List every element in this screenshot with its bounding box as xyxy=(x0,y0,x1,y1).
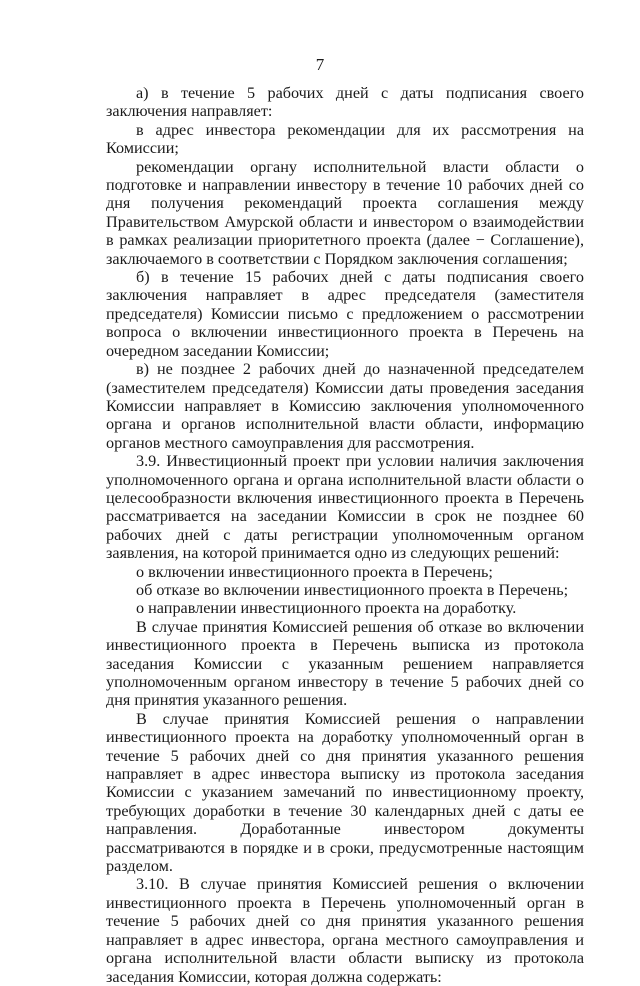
paragraph-refusal-case: В случае принятия Комиссией решения об отказе во включении инвестиционного проекта в Перечень выписка из протокола заседания Комиссии с указанным решением направляется уполномоченным органом инвестору в течение 5 рабочих дней со дня принятия указанного решения. xyxy=(106,617,584,710)
paragraph-3-9: 3.9. Инвестиционный проект при условии наличия заключения уполномоченного органа и органа исполнительной власти области о целесообразности включения инвестиционного проекта в Перечень рассматривается на заседании Комиссии в срок не позднее 60 рабочих дней с даты регистрации уполномоченным органом заявления, на которой принимается одно из следующих решений: xyxy=(106,452,584,563)
paragraph-3-10: 3.10. В случае принятия Комиссией решения о включении инвестиционного проекта в Перечень уполномоченный орган в течение 5 рабочих дней со дня принятия указанного решения направляет в адрес инвестора, органа местного самоуправления и органа исполнительной власти области выписку из протокола заседания Комиссии, которая должна содержать: xyxy=(106,875,584,986)
decision-revise: о направлении инвестиционного проекта на доработку. xyxy=(136,599,517,618)
paragraph-recommendations-authority: рекомендации органу исполнительной власти области о подготовке и направлении инвестору в течение 10 рабочих дней со дня получения рекомендаций проекта соглашения между Правительством Амурской области и инвестором о взаимодействии в рамках реализации приоритетного проекта (далее − Соглашение), заключаемого в соответствии с Порядком заключения соглашения; xyxy=(106,157,584,268)
paragraph-recommendations-investor: в адрес инвестора рекомендации для их рассмотрения на Комиссии; xyxy=(106,120,584,158)
paragraph-revision-case: В случае принятия Комиссией решения о направлении инвестиционного проекта на доработку уполномоченный орган в течение 5 рабочих дней со дня принятия указанного решения направляет в адрес инвестора выписку из протокола заседания Комиссии с указанием замечаний по инвестиционному проекту, требующих доработки в течение 30 календарных дней с даты ее направления. Доработанные инвестором документы рассматриваются в порядке и в сроки, предусмотренные настоящим разделом. xyxy=(106,709,584,876)
decision-refuse: об отказе во включении инвестиционного проекта в Перечень; xyxy=(136,580,569,599)
decision-include: о включении инвестиционного проекта в Перечень; xyxy=(136,562,493,581)
paragraph-v: в) не позднее 2 рабочих дней до назначенной председателем (заместителем председателя) Комиссии даты проведения заседания Комиссии направляет в Комиссию заключения уполномоченного органа и органов исполнительной власти области, информацию органов местного самоуправления для рассмотрения. xyxy=(106,360,584,452)
page-number: 7 xyxy=(315,55,325,74)
document-body xyxy=(106,84,584,986)
paragraph-b: б) в течение 15 рабочих дней с даты подписания своего заключения направляет в адрес председателя (заместителя председателя) Комиссии письмо с предложением о рассмотрении вопроса о включении инвестиционного проекта в Перечень на очередном заседании Комиссии; xyxy=(106,268,584,360)
paragraph-a: а) в течение 5 рабочих дней с даты подписания своего заключения направляет: xyxy=(106,84,584,121)
